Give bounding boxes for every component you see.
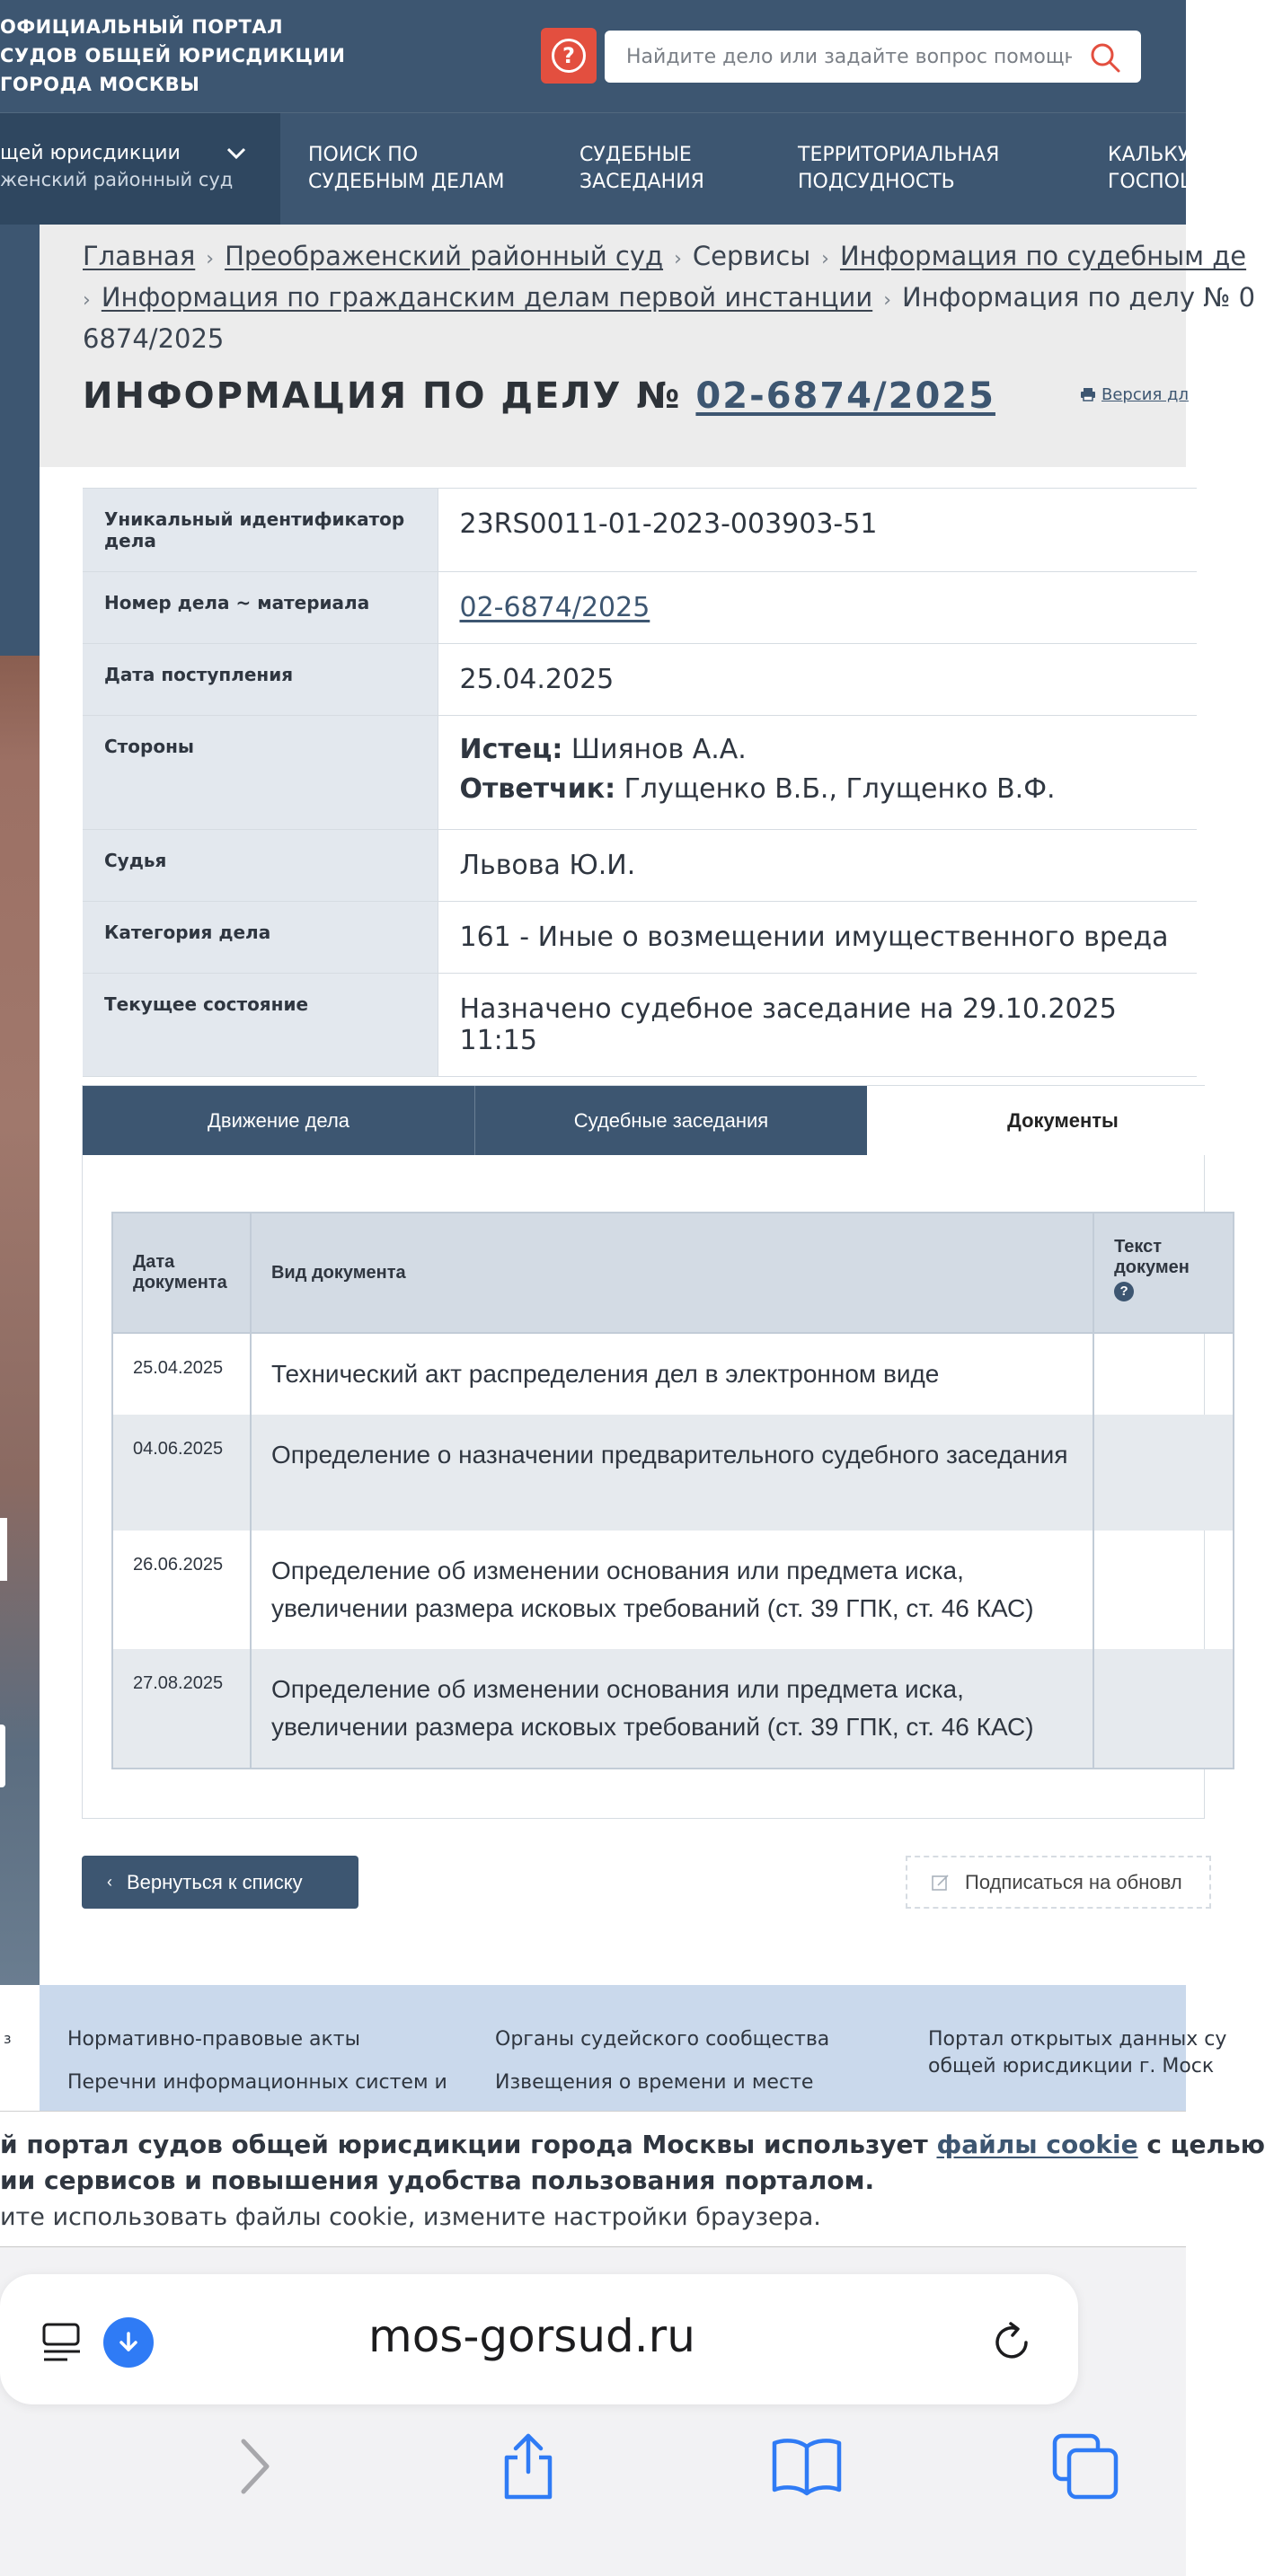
edit-icon xyxy=(931,1873,951,1892)
doc-text-cell xyxy=(1093,1649,1234,1769)
site-footer xyxy=(4,1985,1227,2111)
info-value-number xyxy=(438,572,1197,644)
breadcrumb-separator: › xyxy=(83,289,91,312)
footer-link-normative-acts[interactable]: Нормативно-правовые акты xyxy=(67,2028,360,2051)
page-menu-icon[interactable] xyxy=(40,2319,87,2366)
breadcrumb-home[interactable]: Главная xyxy=(83,241,196,271)
info-label: Стороны xyxy=(83,716,438,830)
court-selector-line1: щей юрисдикции xyxy=(0,142,181,164)
info-value-state: Назначено судебное заседание на 29.10.2025 11:15 xyxy=(438,974,1197,1077)
table-row xyxy=(112,1333,1234,1415)
forward-icon[interactable] xyxy=(220,2430,292,2502)
info-value-judge: Львова Ю.И. xyxy=(438,830,1197,902)
chevron-left-icon: ‹ xyxy=(107,1873,112,1891)
plaintiff-label: Истец: xyxy=(459,734,563,765)
chevron-down-icon xyxy=(226,147,246,160)
breadcrumb-court-info[interactable]: Информация по судебным де xyxy=(839,241,1247,271)
nav-label: СУДЕБНЫМ ДЕЛАМ xyxy=(308,171,505,193)
search-input[interactable] xyxy=(624,31,1074,83)
search-box xyxy=(605,31,1141,83)
download-icon[interactable] xyxy=(103,2317,154,2368)
question-icon: ? xyxy=(552,39,586,73)
info-value-category: 161 - Иные о возмещении имущественного вреда xyxy=(438,902,1197,974)
court-selector-line2: женский районный суд xyxy=(0,169,234,190)
info-row-uid xyxy=(83,489,1197,572)
breadcrumb-separator: › xyxy=(674,248,682,270)
table-row xyxy=(112,1649,1234,1769)
documents-header-row xyxy=(112,1213,1234,1333)
logo-line-2: СУДОВ ОБЩЕЙ ЮРИСДИКЦИИ xyxy=(0,45,346,66)
side-widget[interactable] xyxy=(0,1725,5,1787)
footer-link-open-data[interactable] xyxy=(928,2026,1226,2080)
doc-text-cell xyxy=(1093,1415,1234,1531)
info-value-uid: 23RS0011-01-2023-003903-51 xyxy=(438,489,1197,572)
breadcrumb-separator: › xyxy=(821,248,829,270)
info-label: Категория дела xyxy=(83,902,438,974)
footer-link-info-systems[interactable]: Перечни информационных систем и xyxy=(67,2071,447,2094)
info-label: Судья xyxy=(83,830,438,902)
tab-case-movement[interactable]: Движение дела xyxy=(83,1086,474,1155)
nav-label: ЗАСЕДАНИЯ xyxy=(579,171,704,193)
back-to-list-button[interactable] xyxy=(82,1856,358,1909)
print-version-link[interactable] xyxy=(1080,385,1189,404)
table-row xyxy=(112,1531,1234,1649)
info-label: Уникальный идентификатор дела xyxy=(83,489,438,572)
search-icon[interactable] xyxy=(1089,41,1121,74)
cookie-files-link[interactable]: файлы cookie xyxy=(936,2130,1138,2159)
nav-item-hearings[interactable] xyxy=(579,142,704,196)
breadcrumb xyxy=(83,237,1256,357)
nav-label: ГОСПОШ xyxy=(1108,171,1201,193)
info-label: Дата поступления xyxy=(83,644,438,716)
portal-logo[interactable] xyxy=(0,13,346,99)
doc-type: Определение об изменении основания или предмета иска, увеличении размера исковых требований (ст. 39 ГПК, ст. 46 КАС) xyxy=(251,1531,1093,1649)
tab-documents[interactable]: Документы xyxy=(867,1086,1259,1155)
printer-icon xyxy=(1080,387,1096,401)
documents-table xyxy=(111,1212,1234,1769)
arrow-down-icon xyxy=(115,2329,142,2356)
breadcrumb-separator: › xyxy=(206,248,215,270)
reload-icon[interactable] xyxy=(986,2317,1037,2368)
doc-type: Определение о назначении предварительного судебного заседания xyxy=(251,1415,1093,1531)
info-row-parties xyxy=(83,716,1197,830)
doc-date: 27.08.2025 xyxy=(112,1649,251,1769)
cookie-text: й портал судов общей юрисдикции города Москвы использует xyxy=(0,2130,937,2159)
nav-label: ТЕРРИТОРИАЛЬНАЯ xyxy=(798,144,1000,166)
plaintiff-name: Шиянов А.А. xyxy=(571,734,747,765)
info-value-parties xyxy=(438,716,1197,830)
doc-date: 25.04.2025 xyxy=(112,1333,251,1415)
footer-link-open-data-l1: Портал открытых данных су xyxy=(928,2028,1227,2051)
help-icon[interactable]: ? xyxy=(1114,1282,1134,1301)
nav-label: КАЛЬКУ xyxy=(1108,144,1190,166)
page-title-prefix: ИНФОРМАЦИЯ ПО ДЕЛУ № xyxy=(83,375,682,417)
main-nav xyxy=(0,112,1201,225)
bookmarks-icon[interactable] xyxy=(771,2430,843,2502)
info-row-judge xyxy=(83,830,1197,902)
site-header xyxy=(0,0,1186,112)
side-decoration xyxy=(0,225,40,1985)
logo-line-3: ГОРОДА МОСКВЫ xyxy=(0,74,200,95)
info-row-state xyxy=(83,974,1197,1077)
doc-type: Определение об изменении основания или предмета иска, увеличении размера исковых требований (ст. 39 ГПК, ст. 46 КАС) xyxy=(251,1649,1093,1769)
info-row-category xyxy=(83,902,1197,974)
column-header-text xyxy=(1093,1213,1234,1333)
info-row-received xyxy=(83,644,1197,716)
column-header-type: Вид документа xyxy=(251,1213,1093,1333)
breadcrumb-separator: › xyxy=(883,289,891,312)
url-text: mos-gorsud.ru xyxy=(368,2310,695,2362)
doc-text-cell xyxy=(1093,1531,1234,1649)
info-row-number xyxy=(83,572,1197,644)
back-to-list-label: Вернуться к списку xyxy=(127,1870,303,1893)
help-button[interactable] xyxy=(541,28,597,84)
doc-type: Технический акт распределения дел в электронном виде xyxy=(251,1333,1093,1415)
cookie-text-line3: ите использовать файлы cookie, измените настройки браузера. xyxy=(0,2203,821,2231)
cookie-text-line2: ии сервисов и повышения удобства пользования порталом. xyxy=(0,2166,875,2195)
page-title xyxy=(83,375,995,417)
case-info-table xyxy=(83,488,1197,1077)
doc-date: 26.06.2025 xyxy=(112,1531,251,1649)
defendant-label: Ответчик: xyxy=(459,773,616,805)
nav-item-jurisdiction[interactable] xyxy=(798,142,999,196)
breadcrumb-civil-cases[interactable]: Информация по гражданским делам первой инстанции xyxy=(101,282,873,313)
table-row xyxy=(112,1415,1234,1531)
breadcrumb-services: Сервисы xyxy=(692,241,811,271)
nav-label: СУДЕБНЫЕ xyxy=(579,144,692,166)
subscribe-updates-button[interactable] xyxy=(906,1856,1211,1909)
cookie-text-line1 xyxy=(0,2130,1265,2159)
court-selector[interactable] xyxy=(0,113,280,225)
doc-text-cell xyxy=(1093,1333,1234,1415)
nav-label: ПОИСК ПО xyxy=(308,144,419,166)
cookie-text: с целью xyxy=(1137,2130,1265,2159)
nav-label: ПОДСУДНОСТЬ xyxy=(798,171,955,193)
breadcrumb-court[interactable]: Преображенский районный суд xyxy=(225,241,664,271)
subscribe-updates-label: Подписаться на обновл xyxy=(965,1870,1182,1893)
browser-toolbar xyxy=(0,2247,1186,2576)
print-version-label: Версия дл xyxy=(1101,385,1189,404)
share-icon[interactable] xyxy=(492,2430,564,2502)
breadcrumb-current: Информация по делу № 0 xyxy=(902,282,1256,313)
footer-link-notices[interactable]: Извещения о времени и месте xyxy=(495,2071,814,2094)
doc-date: 04.06.2025 xyxy=(112,1415,251,1531)
nav-item-case-search[interactable] xyxy=(308,142,505,196)
nav-item-calculator[interactable] xyxy=(1108,142,1200,196)
column-header-text-label: Текст докумен xyxy=(1114,1237,1190,1277)
breadcrumb-current-cont: 6874/2025 xyxy=(83,323,225,354)
footer-fragment: з xyxy=(4,2030,12,2047)
logo-line-1: ОФИЦИАЛЬНЫЙ ПОРТАЛ xyxy=(0,16,284,38)
column-header-date: Дата документа xyxy=(112,1213,251,1333)
case-tabs-panel xyxy=(82,1085,1205,1819)
cookie-banner xyxy=(0,2111,1265,2247)
address-bar[interactable] xyxy=(0,2274,1078,2404)
footer-link-open-data-l2: общей юрисдикции г. Моск xyxy=(928,2055,1215,2078)
case-number-link[interactable]: 02-6874/2025 xyxy=(695,375,995,417)
defendant-names: Глущенко В.Б., Глущенко В.Ф. xyxy=(624,773,1056,805)
info-value-received: 25.04.2025 xyxy=(438,644,1197,716)
side-widget[interactable] xyxy=(0,1518,7,1581)
tab-hearings[interactable]: Судебные заседания xyxy=(475,1086,867,1155)
info-label: Текущее состояние xyxy=(83,974,438,1077)
footer-link-judicial-bodies[interactable]: Органы судейского сообщества xyxy=(495,2028,830,2051)
tabs-overview-icon[interactable] xyxy=(1049,2430,1121,2502)
info-label: Номер дела ~ материала xyxy=(83,572,438,644)
case-number-value-link[interactable]: 02-6874/2025 xyxy=(459,592,650,623)
